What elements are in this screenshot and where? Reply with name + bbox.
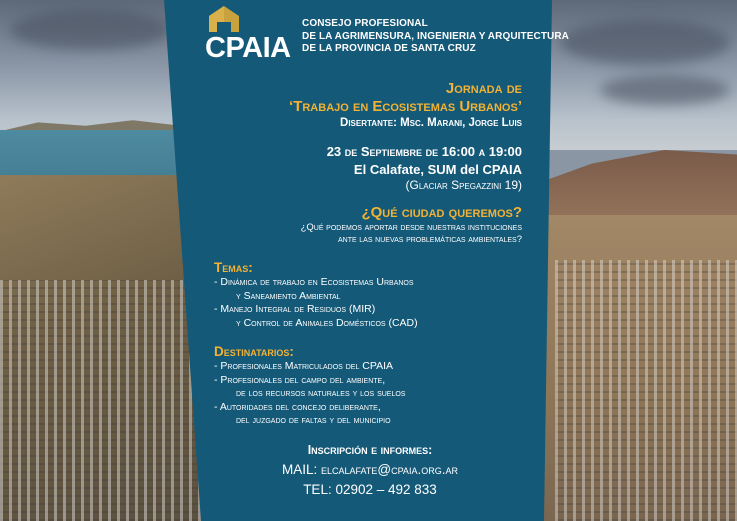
- cpaia-logo: [205, 6, 295, 62]
- event-place: El Calafate, SUM del CPAIA: [353, 162, 522, 177]
- audience-line: de los recursos naturales y los suelos: [236, 387, 406, 399]
- audience-line: del juzgado de faltas y del municipio: [236, 414, 391, 426]
- org-line: CONSEJO PROFESIONAL: [302, 18, 428, 29]
- question-title: ¿Qué ciudad queremos?: [361, 204, 522, 221]
- topic-line: y Saneamiento Ambiental: [236, 289, 341, 302]
- town-left: [0, 280, 210, 521]
- event-title-line2: ‘Trabajo en Ecosistemas Urbanos’: [289, 98, 522, 115]
- organization-name: [302, 18, 569, 56]
- event-date-time: 23 de Septiembre de 16:00 a 19:00: [326, 144, 522, 159]
- contact-heading: Inscripción e informes:: [307, 443, 433, 457]
- contact-mail[interactable]: MAIL: elcalafate@cpaia.org.ar: [282, 462, 458, 477]
- org-line: DE LA AGRIMENSURA, INGENIERIA Y ARQUITECTURA: [302, 30, 570, 42]
- logo-roof-icon: [209, 6, 239, 32]
- topic-line: - Manejo Integral de Residuos (MIR): [214, 303, 376, 315]
- event-title-line1: Jornada de: [445, 80, 522, 97]
- audience-section: [214, 344, 405, 428]
- topic-line: - Dinámica de trabajo en Ecosistemas Urbanos: [214, 276, 414, 288]
- event-address: (Glaciar Spegazzini 19): [405, 178, 522, 192]
- question-subtitle-line1: ¿Qué podemos aportar desde nuestras instituciones: [300, 222, 522, 233]
- topics-section: [214, 260, 418, 330]
- audience-line: - Profesionales del campo del ambiente,: [214, 373, 386, 386]
- org-line: DE LA PROVINCIA DE SANTA CRUZ: [302, 43, 476, 54]
- topics-heading: Temas:: [214, 260, 253, 275]
- question-subtitle-line2: ante las nuevas problemáticas ambientales?: [337, 234, 522, 245]
- audience-line: - Autoridades del concejo deliberante,: [214, 400, 381, 413]
- contact-phone[interactable]: TEL: 02902 – 492 833: [303, 482, 437, 497]
- audience-heading: Destinatarios:: [214, 344, 294, 359]
- logo-text: CPAIA: [205, 32, 291, 64]
- event-speaker: Disertante: Msc. Marani, Jorge Luis: [340, 117, 522, 129]
- cloud: [10, 10, 170, 50]
- town-right: [555, 260, 737, 521]
- topic-line: y Control de Animales Domésticos (CAD): [236, 316, 418, 329]
- cloud: [560, 20, 730, 65]
- cloud: [600, 75, 730, 105]
- audience-line: - Profesionales Matriculados del CPAIA: [214, 360, 393, 372]
